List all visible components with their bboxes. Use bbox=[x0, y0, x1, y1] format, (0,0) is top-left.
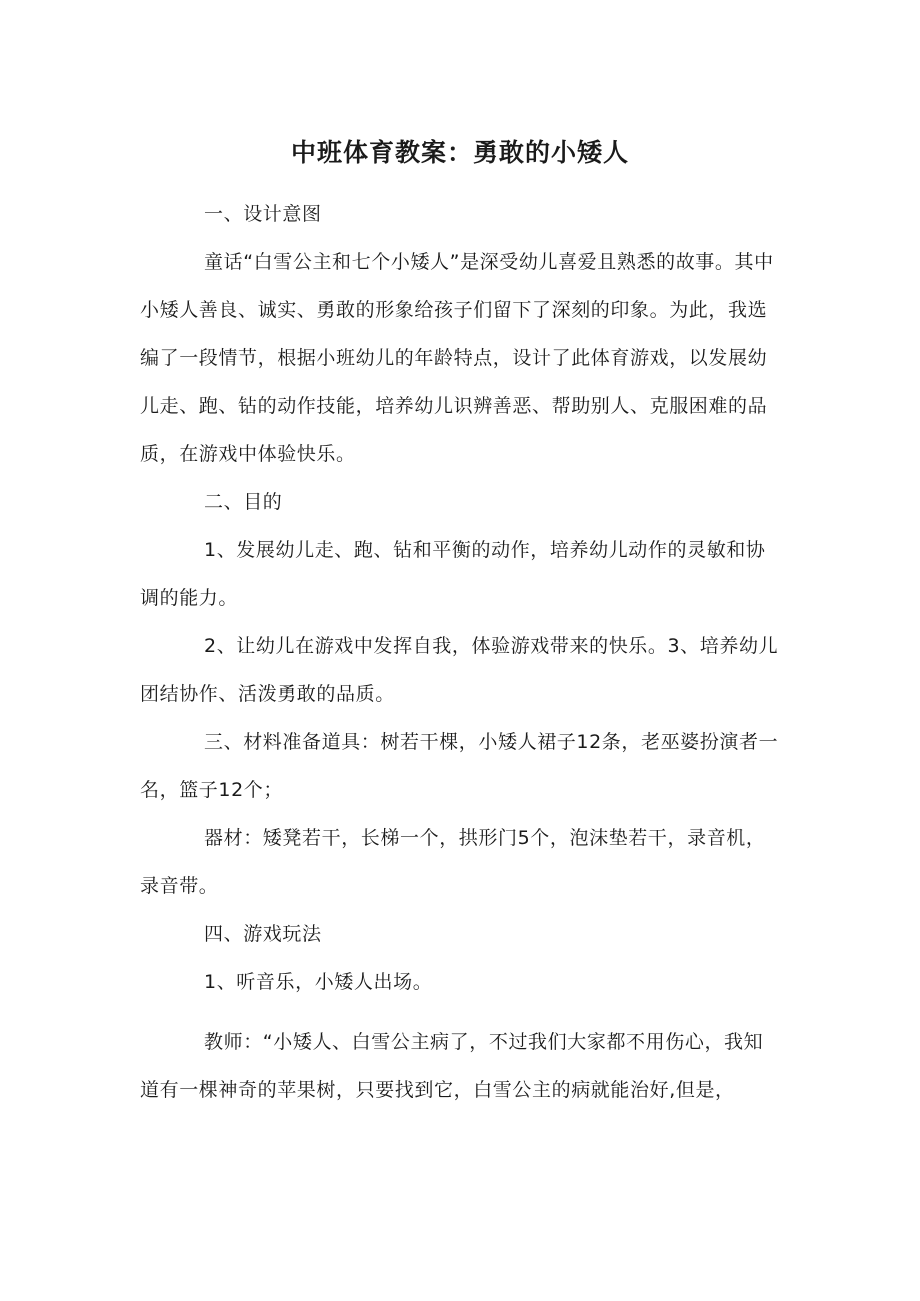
section-heading-purpose: 二、目的 bbox=[204, 491, 283, 513]
document-title: 中班体育教案：勇敢的小矮人 bbox=[290, 138, 629, 167]
materials-props: 三、材料准备道具：树若干棵，小矮人裙子12条，老巫婆扮演者一名，篮子12个； bbox=[140, 731, 779, 801]
teacher-dialogue: 教师：“小矮人、白雪公主病了，不过我们大家都不用伤心，我知道有一棵神奇的苹果树，只要找到它，白雪公主的病就能治好,但是， bbox=[140, 1031, 764, 1101]
section-heading-design-intent: 一、设计意图 bbox=[204, 203, 322, 225]
gameplay-step-1: 1、听音乐，小矮人出场。 bbox=[204, 971, 433, 993]
document-body bbox=[140, 190, 782, 1114]
paragraph-design-intent: 童话“白雪公主和七个小矮人”是深受幼儿喜爱且熟悉的故事。其中小矮人善良、诚实、勇敢的形象给孩子们留下了深刻的印象。为此，我选编了一段情节，根据小班幼儿的年龄特点，设计了此体育游戏，以发展幼儿走、跑、钻的动作技能，培养幼儿识辨善恶、帮助别人、克服困难的品质，在游戏中体验快乐。 bbox=[140, 251, 774, 465]
paragraph-spacer bbox=[140, 1006, 782, 1018]
materials-equipment: 器材：矮凳若干，长梯一个，拱形门5个，泡沫垫若干，录音机，录音带。 bbox=[140, 827, 766, 897]
section-heading-gameplay: 四、游戏玩法 bbox=[204, 923, 322, 945]
purpose-item-1: 1、发展幼儿走、跑、钻和平衡的动作，培养幼儿动作的灵敏和协调的能力。 bbox=[140, 539, 766, 609]
purpose-item-2-3: 2、让幼儿在游戏中发挥自我，体验游戏带来的快乐。3、培养幼儿团结协作、活泼勇敢的品质。 bbox=[140, 635, 779, 705]
